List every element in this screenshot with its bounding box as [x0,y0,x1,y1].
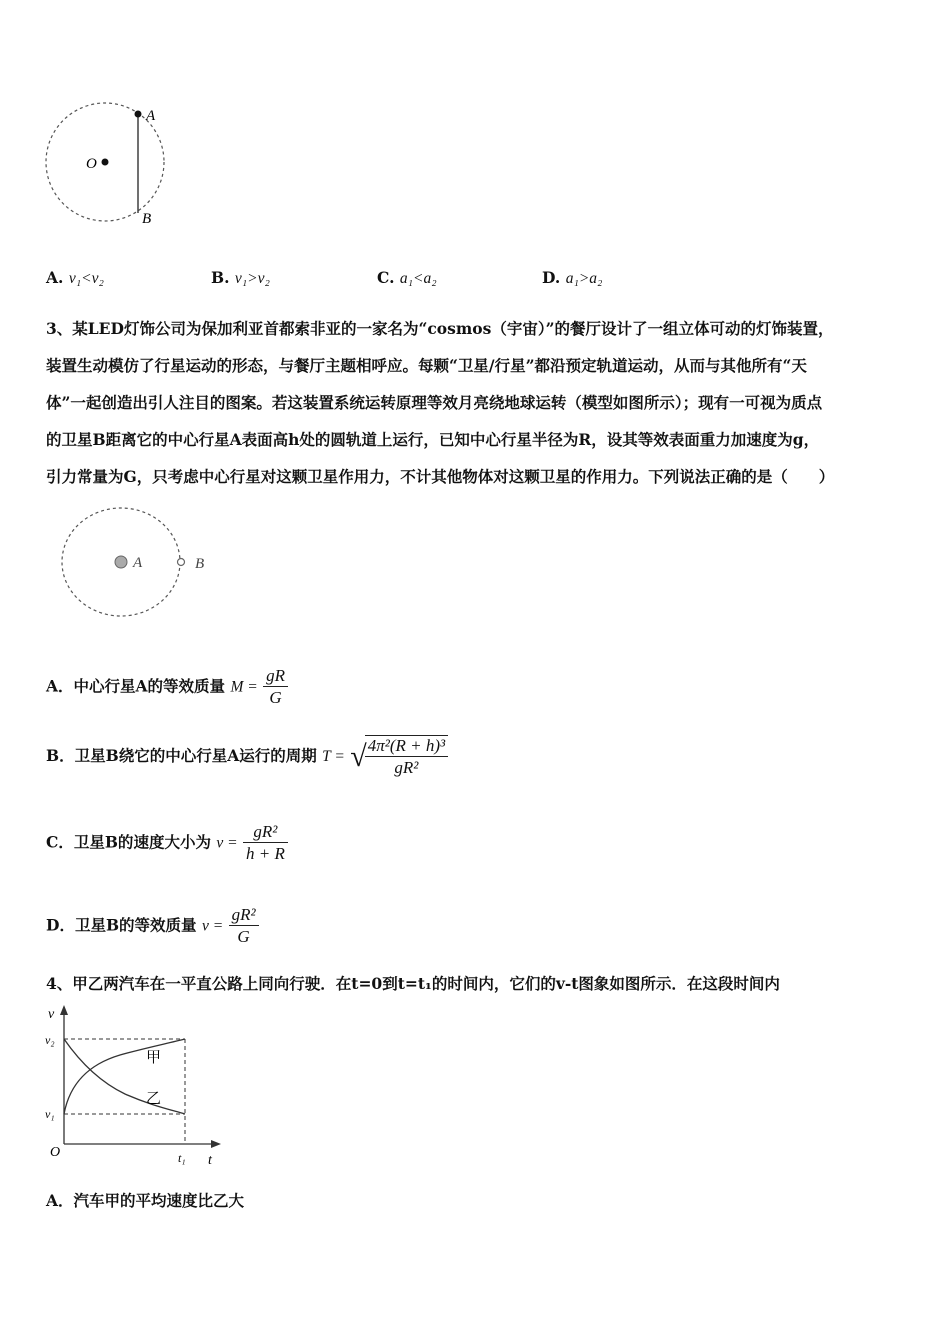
q3-line: 装置生动模仿了行星运动的形态，与餐厅主题相呼应。每颗“卫星/行星”都沿预定轨道运动，从而与其他所有“天 [46,356,807,375]
q3-option-a: A．中心行星A的等效质量 M = $\frac{gR}{G}$ [46,666,288,709]
label-o: O [86,156,97,172]
q3-line: 的卫星B距离它的中心行星A表面高h处的圆轨道上运行，已知中心行星半径为R，设其等效表面重力加速度为g， [46,430,820,449]
label-a: A [146,108,156,124]
q3-stem [46,310,904,495]
q3-line: 体”一起创造出引人注目的图案。若这装置系统运转原理等效月亮绕地球运转（模型如图所示）；现有一可视为质点 [46,393,823,412]
q2-option-c: C. a₁<a₂ [377,268,437,287]
vt-graph [40,1002,230,1172]
q4-option-a: A．汽车甲的平均速度比乙大 [46,1191,245,1210]
figure-orbit [55,505,225,623]
q2-option-a: A. v₁<v₂ [46,268,104,287]
curve-yi-label: 乙 [146,1091,162,1107]
planet-a [115,556,127,568]
v-axis-label: v [48,1007,55,1022]
label-a: A [133,555,143,571]
q2-option-c-expr: a₁<a₂ [399,270,437,287]
q3-option-b: B．卫星B绕它的中心行星A运行的周期 T = √ $\frac{\text{4π²(R + h)³}}{\text{gR²}}$ [46,730,448,783]
q3-line: 引力常量为G，只考虑中心行星对这颗卫星作用力，不计其他物体对这颗卫星的作用力。下列说法正确的是（ ） [46,467,835,486]
t-axis-arrow [211,1140,221,1148]
t1-label: t₁ [178,1151,186,1165]
q2-option-a-expr: v₁<v₂ [68,270,104,287]
q3-option-c: C．卫星B的速度大小为 v = $\frac{\text{gR²}}{h + R}$ [46,822,288,865]
figure-circle-chord [40,100,180,230]
curve-jia [64,1039,185,1114]
t-axis-label: t [208,1153,212,1168]
point-a [135,111,142,118]
origin-label: O [50,1145,61,1160]
q2-option-b: B. v₁>v₂ [211,268,270,287]
v2-label: v₂ [45,1033,55,1047]
q3-option-d: D．卫星B的等效质量 v = $\frac{\text{gR²}}{G}$ [46,905,259,948]
label-b: B [195,556,205,572]
satellite-b [178,559,185,566]
q2-option-b-expr: v₁>v₂ [234,270,270,287]
q2-option-d-expr: a₁>a₂ [565,270,603,287]
label-b: B [142,211,152,227]
curve-jia-label: 甲 [146,1050,162,1066]
q2-option-d: D. a₁>a₂ [542,268,603,287]
center-point [102,159,109,166]
q3-line: 3、某LED灯饰公司为保加利亚首都索非亚的一家名为“cosmos（宇宙）”的餐厅设计了一组立体可动的灯饰装置， [46,319,834,338]
q4-stem: 4、甲乙两汽车在一平直公路上同向行驶．在t=0到t=t₁的时间内，它们的v-t图象如图所示．在这段时间内 [46,974,780,993]
v-axis-arrow [60,1005,68,1015]
v1-label: v₁ [45,1107,55,1121]
